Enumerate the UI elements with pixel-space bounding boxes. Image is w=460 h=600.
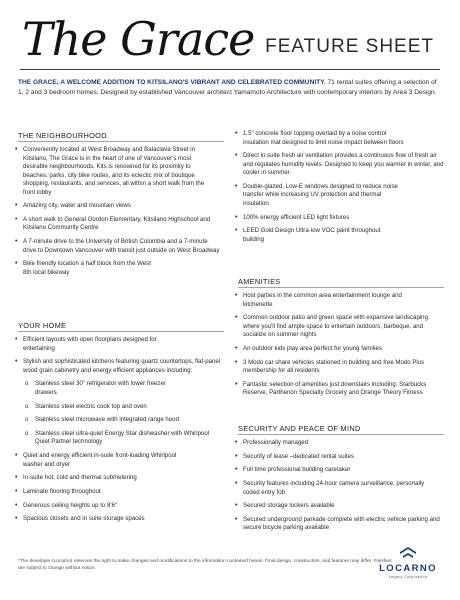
- the-grace-logo: The Grace: [22, 12, 255, 66]
- list-item: • Quiet and energy efficient in-suite front-loading Whirlpool washer and dryer: [14, 452, 222, 469]
- your-home-list: [14, 336, 222, 529]
- page-title: FEATURE SHEET: [265, 36, 434, 57]
- list-item: • Spacious closets and in suite storage spaces: [14, 515, 222, 524]
- disclaimer-footnote: *The developer (Locarno) reserves the right to make changes and modifications to the information contained herein. Final design, construction, and features may differ. Finishes are subject to change without notice.: [18, 559, 392, 571]
- list-item: • Fantastic selection of amenities just downstairs including: Starbucks Reserve, Parthenon Specialty Grocery and Orange Theory Fitness: [234, 381, 446, 398]
- sub-list-item: o Stainless steel electric cook top and oven: [14, 403, 222, 412]
- list-item: • 100% energy efficient LED light fixtures: [234, 214, 446, 223]
- list-item: • Secured storage lockers available: [234, 502, 446, 511]
- list-item: • Double-glazed, Low-E windows designed to reduce noise transfer while increasing UV protection and thermal insulation: [234, 183, 446, 209]
- brand-name: LOCARNO: [379, 563, 437, 574]
- list-item: • Laminate flooring throughout: [14, 488, 222, 497]
- list-item: • A 7-minute drive to the University of British Columbia and a 7-minute drive to Downtown Vancouver with transit just outside on West Broadway: [14, 238, 222, 255]
- security-list: [234, 439, 446, 538]
- list-item: • Secured underground parkade complete with electric vehicle parking and secure bicycle parking available: [234, 516, 446, 533]
- list-item: • A short walk to General Gordon Elementary, Kitsilano Highschool and Kitsilano Community Centre: [14, 216, 222, 233]
- section-divider: [18, 141, 224, 142]
- list-item: • An outdoor kids play area perfect for young families: [234, 345, 446, 354]
- intro-lead: THE GRACE, A WELCOME ADDITION TO KITSILANO'S VIBRANT AND CELEBRATED COMMUNITY.: [18, 79, 326, 86]
- sub-list-item: o Stainless steel microwave with integrated range hood: [14, 416, 222, 425]
- section-heading-security: SECURITY AND PEACE OF MIND: [238, 424, 361, 433]
- list-item: • 3 Modo car share vehicles stationed in building and free Modo Plus membership for all residents: [234, 359, 446, 376]
- header-divider: [20, 69, 440, 70]
- intro-body: 71 rental suites offering a selection of 1, 2 and 3 bedroom homes. Designed by established Vancouver architect Yamamoto Architecture with contemporary interiors by Area 3 Design.: [18, 79, 437, 96]
- amenities-list: [234, 292, 446, 403]
- section-divider: [238, 434, 444, 435]
- locarno-logo-icon: [398, 545, 418, 561]
- list-item: • 1.5" concrete floor topping overlaid by a noise control insulation mat designed to limit noise impact between floors: [234, 130, 446, 147]
- section-heading-your-home: YOUR HOME: [18, 321, 67, 330]
- intro-paragraph: [18, 78, 440, 97]
- section-heading-neighbourhood: THE NEIGHBOURHOOD: [18, 131, 107, 140]
- list-item: • Amazing city, water and mountain views: [14, 202, 222, 211]
- list-item: • Efficient layouts with open floorplans designed for entertaining: [14, 336, 222, 353]
- list-item: • Security of lease –dedicated rental suites: [234, 453, 446, 462]
- section-divider: [18, 331, 224, 332]
- list-item: • Stylish and sophisticated kitchens featuring quartz countertops, flat-panel wood grain cabinetry and energy efficient appliances including:: [14, 358, 222, 375]
- list-item: • Security features including 24-hour camera surveillance, personally coded entry fob: [234, 480, 446, 497]
- sub-list-item: o Stainless steel ultra-quiet Energy Star dishwasher with Whirlpool Quiet Partner technology: [14, 430, 222, 447]
- section-divider: [238, 287, 444, 288]
- building-features-list: [234, 130, 446, 249]
- locarno-brand: [374, 545, 442, 579]
- list-item: • Full time professional building caretaker: [234, 466, 446, 475]
- list-item: • Host parties in the common area entertainment lounge and kitchenette: [234, 292, 446, 309]
- list-item: • Conveniently located at West Broadway and Balaclava Street in Kitsilano, The Grace is in the heart of one of Vancouver's most desirable neighbourhoods. Kits is renowned for its proximity to beaches, parks, city bike routes, and its eclectic mix of boutique shopping, restaurants, and services, all within a short walk from the front lobby: [14, 146, 222, 197]
- list-item: • In-suite hot, cold and thermal submetering: [14, 474, 222, 483]
- list-item: • Bike friendly location a half block from the West 8th local bikeway: [14, 260, 222, 277]
- list-item: • Direct in suite fresh air ventilation provides a continuous flow of fresh air and regulates humidity levels. Designed to keep you warmer in winter, and cooler in summer.: [234, 152, 446, 178]
- list-item: • Common outdoor patio and green space with expansive landscaping where you'll find ample space to entertain outdoors, barbeque, and socialize on summer nights: [234, 314, 446, 340]
- list-item: • LEED Gold Design Ultra-low VOC paint throughout building: [234, 227, 446, 244]
- list-item: • Generous ceiling heights up to 8'6": [14, 502, 222, 511]
- brand-subtitle: Legacy Corporation: [388, 575, 428, 579]
- list-item: • Professionally managed: [234, 439, 446, 448]
- sub-list-item: o Stainless steel 30" refrigerator with lower freezer drawers: [14, 380, 222, 397]
- neighbourhood-list: [14, 146, 222, 282]
- section-heading-amenities: AMENITIES: [238, 277, 281, 286]
